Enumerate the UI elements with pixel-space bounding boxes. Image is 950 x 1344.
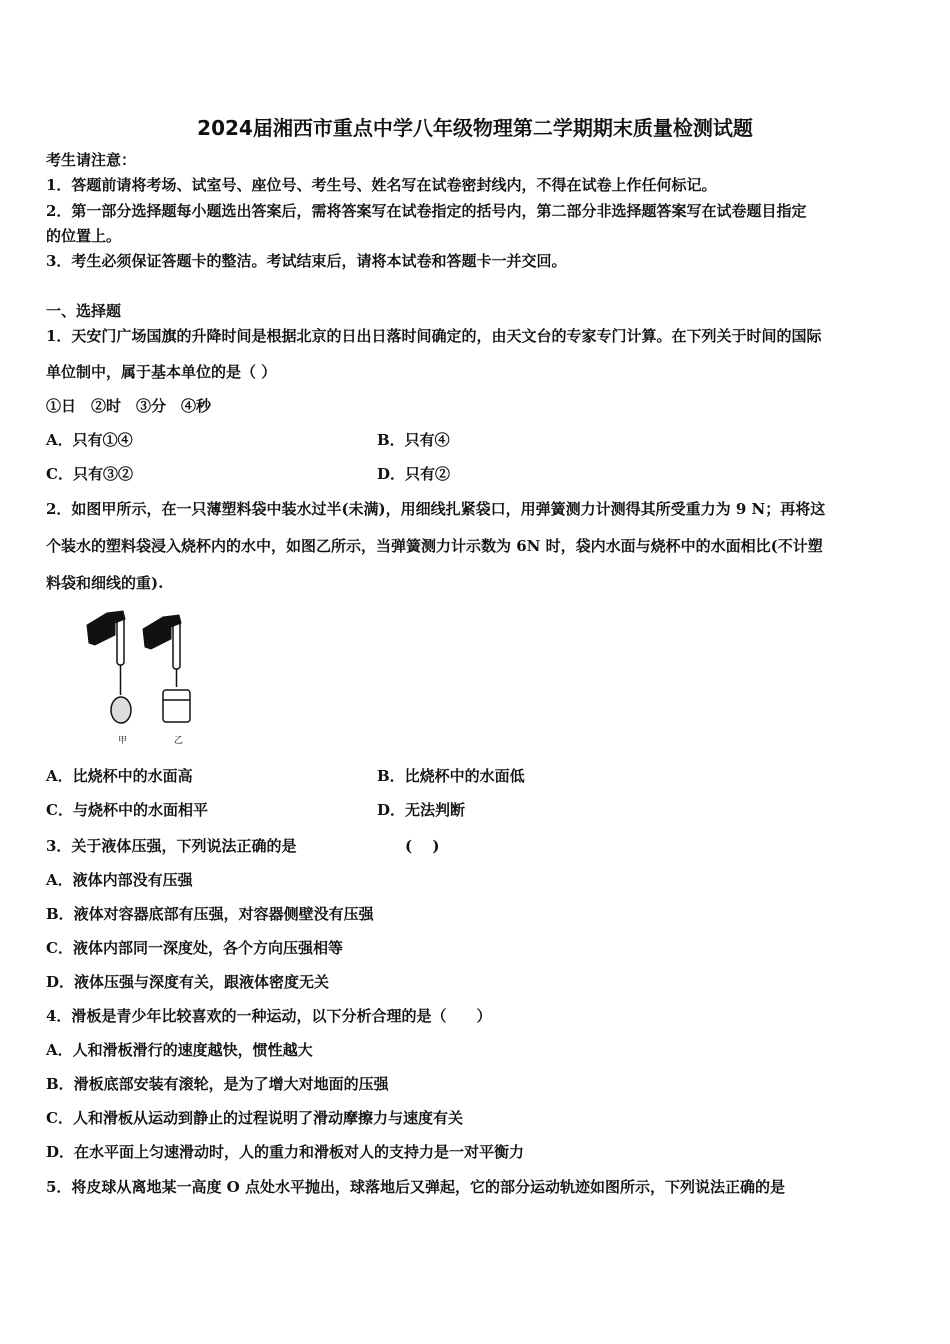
q2-option-d: D．无法判断: [377, 801, 466, 819]
q3-answer-paren: ( ): [405, 837, 440, 855]
spring-scale-illustration: [85, 605, 205, 735]
section-heading: 一、选择题: [46, 302, 122, 320]
q1-option-a: A．只有①④: [46, 431, 133, 449]
notice-item: 3．考生必须保证答题卡的整洁。考试结束后，请将本试卷和答题卡一并交回。: [46, 252, 567, 270]
q4-option-d: D．在水平面上匀速滑动时，人的重力和滑板对人的支持力是一对平衡力: [46, 1143, 525, 1161]
q1-option-d: D．只有②: [377, 465, 451, 483]
q1-choices: ①日 ②时 ③分 ④秒: [46, 397, 212, 415]
q3-stem: 3．关于液体压强，下列说法正确的是: [46, 837, 297, 855]
q4-option-c: C．人和滑板从运动到静止的过程说明了滑动摩擦力与速度有关: [46, 1109, 463, 1127]
q3-option-a: A．液体内部没有压强: [46, 871, 193, 889]
figure-label-b: 乙: [174, 736, 184, 746]
q1-stem: 单位制中，属于基本单位的是（ ）: [46, 363, 277, 381]
q2-stem: 2．如图甲所示，在一只薄塑料袋中装水过半(未满)，用细线扎紧袋口，用弹簧测力计测得其所受重力为 9 N；再将这: [46, 500, 826, 518]
spring-scale-figure: [85, 605, 205, 750]
q4-option-a: A．人和滑板滑行的速度越快，惯性越大: [46, 1041, 313, 1059]
q3-option-d: D．液体压强与深度有关，跟液体密度无关: [46, 973, 330, 991]
notice-item: 的位置上。: [46, 227, 122, 245]
q1-stem: 1．天安门广场国旗的升降时间是根据北京的日出日落时间确定的，由天文台的专家专门计算。在下列关于时间的国际: [46, 327, 822, 345]
q5-stem: 5．将皮球从离地某一高度 O 点处水平抛出，球落地后又弹起，它的部分运动轨迹如图所示，下列说法正确的是: [46, 1178, 785, 1196]
q3-option-b: B．液体对容器底部有压强，对容器侧壁没有压强: [46, 905, 374, 923]
q2-option-b: B．比烧杯中的水面低: [377, 767, 525, 785]
q2-stem: 料袋和细线的重).: [46, 574, 164, 592]
figure-label-a: 甲: [118, 736, 128, 746]
q3-option-c: C．液体内部同一深度处，各个方向压强相等: [46, 939, 343, 957]
q4-option-b: B．滑板底部安装有滚轮，是为了增大对地面的压强: [46, 1075, 389, 1093]
notice-item: 2．第一部分选择题每小题选出答案后，需将答案写在试卷指定的括号内，第二部分非选择题答案写在试卷题目指定: [46, 202, 807, 220]
q2-stem: 个装水的塑料袋浸入烧杯内的水中，如图乙所示，当弹簧测力计示数为 6N 时，袋内水面与烧杯中的水面相比(不计塑: [46, 537, 823, 555]
q1-option-c: C．只有③②: [46, 465, 133, 483]
page-title: 2024届湘西市重点中学八年级物理第二学期期末质量检测试题: [197, 116, 753, 140]
q1-option-b: B．只有④: [377, 431, 450, 449]
q4-stem: 4．滑板是青少年比较喜欢的一种运动，以下分析合理的是（ ）: [46, 1007, 492, 1025]
q2-option-c: C．与烧杯中的水面相平: [46, 801, 208, 819]
q2-option-a: A．比烧杯中的水面高: [46, 767, 193, 785]
notice-item: 1．答题前请将考场、试室号、座位号、考生号、姓名写在试卷密封线内，不得在试卷上作任何标记。: [46, 176, 717, 194]
notice-heading: 考生请注意：: [46, 151, 137, 169]
